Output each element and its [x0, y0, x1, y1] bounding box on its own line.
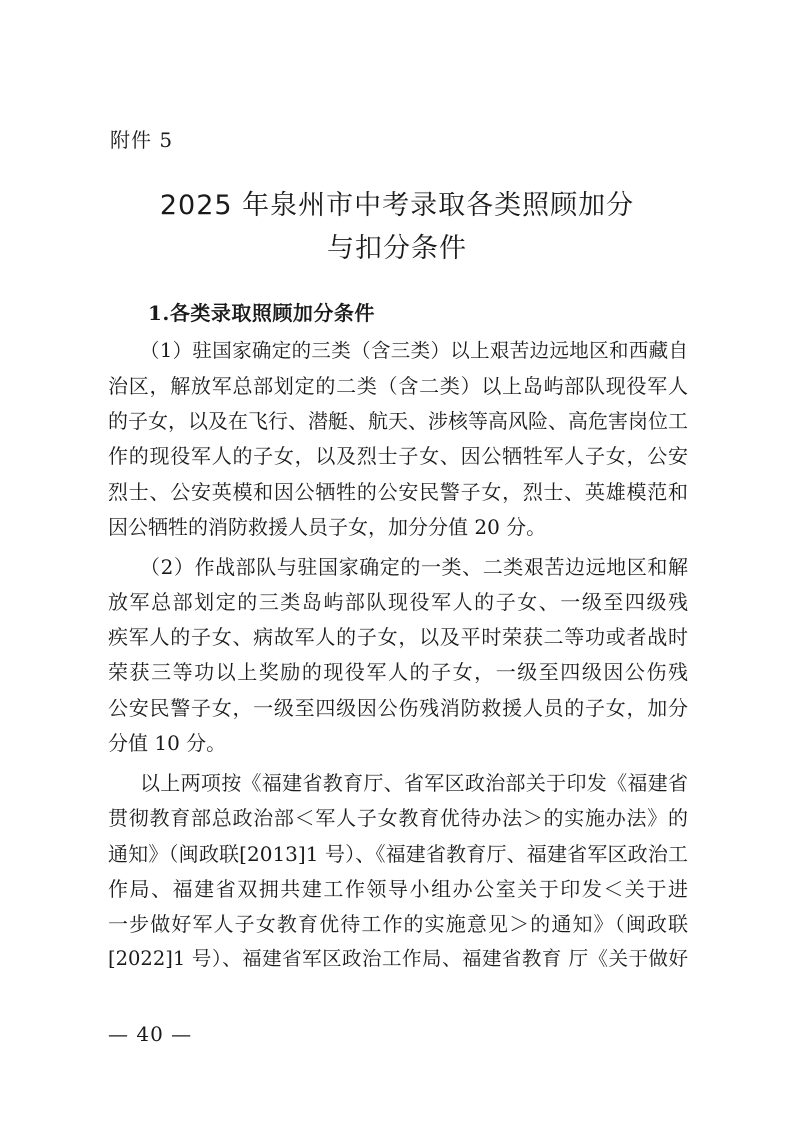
paragraph1-line: 治区，解放军总部划定的二类（含二类）以上岛屿部队现役军人 [108, 374, 688, 398]
paragraph3-line: 贯彻教育部总政治部＜军人子女教育优待办法＞的实施办法》的 [108, 806, 688, 830]
section-heading: 1.各类录取照顾加分条件 [148, 301, 375, 325]
paragraph2-line: 分值 10 分。 [108, 731, 227, 755]
paragraph1-line: （1）驻国家确定的三类（含三类）以上艰苦边远地区和西藏自 [140, 339, 688, 362]
paragraph2-line: 荣获三等功以上奖励的现役军人的子女，一级至四级因公伤残 [108, 660, 688, 684]
document-title-line-1: 2025 年泉州市中考录取各类照顾加分 [159, 190, 635, 221]
paragraph3-line: 以上两项按《福建省教育厅、省军区政治部关于印发《福建省 [140, 771, 688, 795]
paragraph2-line: 疾军人的子女、病故军人的子女，以及平时荣获二等功或者战时 [108, 625, 688, 649]
paragraph1-line: 作的现役军人的子女，以及烈士子女、因公牺牲军人子女，公安 [108, 444, 688, 468]
paragraph3-line: 通知》（闽政联[2013]1 号）、《福建省教育厅、福建省军区政治工 [108, 842, 688, 866]
document-title-line-2: 与扣分条件 [327, 233, 467, 264]
paragraph1-line: 因公牺牲的消防救援人员子女，加分分值 20 分。 [108, 515, 547, 539]
paragraph3-line: 作局、福建省双拥共建工作领导小组办公室关于印发＜关于进 [108, 877, 688, 901]
paragraph3-line: 一步做好军人子女教育优待工作的实施意见＞的通知》（闽政联 [108, 912, 688, 936]
paragraph2-line: 放军总部划定的三类岛屿部队现役军人的子女、一级至四级残 [108, 590, 688, 614]
paragraph3-line: [2022]1 号）、福建省军区政治工作局、福建省教育 厅《关于做好 [108, 947, 688, 970]
paragraph2-line: （2）作战部队与驻国家确定的一类、二类艰苦边远地区和解 [140, 555, 688, 579]
paragraph1-line: 烈士、公安英模和因公牺牲的公安民警子女，烈士、英雄模范和 [108, 480, 688, 504]
paragraph1-line: 的子女，以及在飞行、潜艇、航天、涉核等高风险、高危害岗位工 [108, 409, 688, 433]
paragraph2-line: 公安民警子女，一级至四级因公伤残消防救援人员的子女，加分 [108, 696, 688, 720]
attachment-label: 附件 5 [110, 128, 174, 152]
page-number: — 40 — [108, 1022, 193, 1046]
